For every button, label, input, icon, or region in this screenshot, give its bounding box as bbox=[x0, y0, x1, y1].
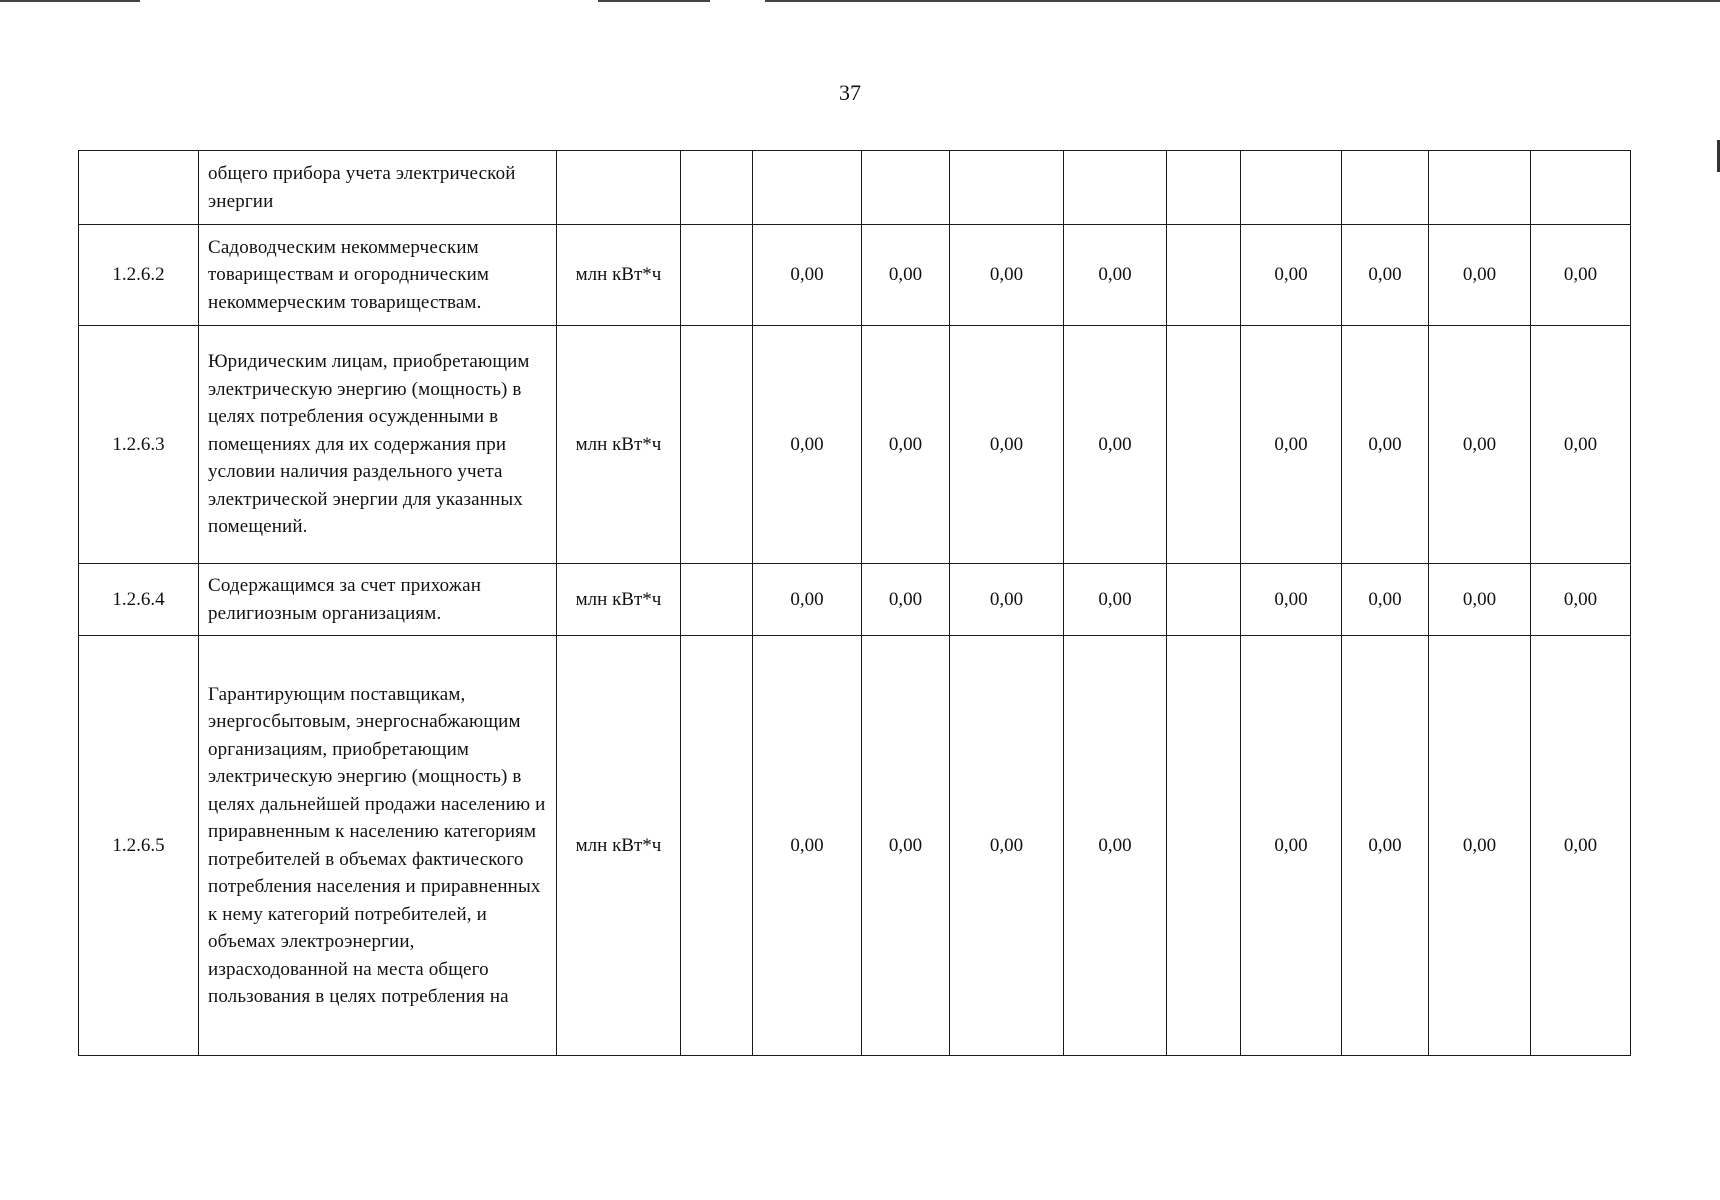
value-cell: 0,00 bbox=[1241, 225, 1342, 326]
table-row bbox=[79, 225, 1631, 326]
value-cell bbox=[1167, 326, 1241, 564]
value-cell: 0,00 bbox=[950, 225, 1064, 326]
value-cell bbox=[681, 326, 753, 564]
row-description: Юридическим лицам, приобретающим электрическую энергию (мощность) в целях потребления осужденными в помещениях для их содержания при условии наличия раздельного учета электрической энергии для указанных помещений. bbox=[199, 326, 557, 564]
value-cell: 0,00 bbox=[950, 564, 1064, 636]
value-cell bbox=[681, 636, 753, 1056]
table-row bbox=[79, 636, 1631, 1056]
value-cell bbox=[1167, 225, 1241, 326]
table-row bbox=[79, 151, 1631, 225]
value-cell: 0,00 bbox=[950, 636, 1064, 1056]
row-description: Содержащимся за счет прихожан религиозным организациям. bbox=[199, 564, 557, 636]
table-row bbox=[79, 326, 1631, 564]
value-cell: 0,00 bbox=[753, 636, 862, 1056]
scan-edge-top-1 bbox=[0, 0, 140, 2]
value-cell bbox=[1241, 151, 1342, 225]
row-unit: млн кВт*ч bbox=[557, 564, 681, 636]
value-cell: 0,00 bbox=[950, 326, 1064, 564]
value-cell bbox=[950, 151, 1064, 225]
value-cell: 0,00 bbox=[1429, 636, 1531, 1056]
value-cell bbox=[1531, 151, 1631, 225]
row-unit bbox=[557, 151, 681, 225]
row-unit: млн кВт*ч bbox=[557, 225, 681, 326]
row-description: общего прибора учета электрической энергии bbox=[199, 151, 557, 225]
page-number: 37 bbox=[839, 80, 861, 105]
value-cell bbox=[681, 564, 753, 636]
value-cell: 0,00 bbox=[1531, 564, 1631, 636]
value-cell: 0,00 bbox=[1064, 326, 1167, 564]
value-cell bbox=[681, 151, 753, 225]
value-cell bbox=[1167, 564, 1241, 636]
value-cell: 0,00 bbox=[753, 326, 862, 564]
value-cell: 0,00 bbox=[1342, 225, 1429, 326]
scan-edge-top-3 bbox=[765, 0, 1720, 2]
table-row bbox=[79, 564, 1631, 636]
value-cell: 0,00 bbox=[753, 225, 862, 326]
value-cell: 0,00 bbox=[1241, 564, 1342, 636]
value-cell bbox=[681, 225, 753, 326]
scan-edge-top-2 bbox=[598, 0, 710, 2]
value-cell: 0,00 bbox=[1342, 564, 1429, 636]
row-code: 1.2.6.2 bbox=[79, 225, 199, 326]
value-cell bbox=[862, 151, 950, 225]
value-cell bbox=[1342, 151, 1429, 225]
value-cell: 0,00 bbox=[1429, 225, 1531, 326]
value-cell: 0,00 bbox=[862, 564, 950, 636]
value-cell bbox=[1167, 636, 1241, 1056]
row-description: Садоводческим некоммерческим товариществам и огородническим некоммерческим товариществам. bbox=[199, 225, 557, 326]
row-code bbox=[79, 151, 199, 225]
row-code: 1.2.6.5 bbox=[79, 636, 199, 1056]
value-cell: 0,00 bbox=[1241, 326, 1342, 564]
row-code: 1.2.6.4 bbox=[79, 564, 199, 636]
value-cell bbox=[753, 151, 862, 225]
value-cell: 0,00 bbox=[1064, 636, 1167, 1056]
row-unit: млн кВт*ч bbox=[557, 326, 681, 564]
value-cell: 0,00 bbox=[1064, 564, 1167, 636]
value-cell: 0,00 bbox=[1429, 326, 1531, 564]
value-cell: 0,00 bbox=[862, 326, 950, 564]
value-cell: 0,00 bbox=[1241, 636, 1342, 1056]
value-cell: 0,00 bbox=[1342, 326, 1429, 564]
data-table bbox=[78, 150, 1631, 1056]
value-cell: 0,00 bbox=[862, 225, 950, 326]
value-cell: 0,00 bbox=[1531, 636, 1631, 1056]
value-cell: 0,00 bbox=[1064, 225, 1167, 326]
value-cell bbox=[1429, 151, 1531, 225]
row-unit: млн кВт*ч bbox=[557, 636, 681, 1056]
value-cell: 0,00 bbox=[1531, 326, 1631, 564]
value-cell: 0,00 bbox=[753, 564, 862, 636]
value-cell: 0,00 bbox=[862, 636, 950, 1056]
value-cell bbox=[1167, 151, 1241, 225]
row-description: Гарантирующим поставщикам, энергосбытовым, энергоснабжающим организациям, приобретающим электрическую энергию (мощность) в целях дальнейшей продажи населению и приравненным к населению категориям потребителей в объемах фактического потребления населения и приравненных к нему категорий потребителей, и объемах электроэнергии, израсходованной на места общего пользования в целях потребления на bbox=[199, 636, 557, 1056]
value-cell bbox=[1064, 151, 1167, 225]
value-cell: 0,00 bbox=[1531, 225, 1631, 326]
value-cell: 0,00 bbox=[1429, 564, 1531, 636]
row-code: 1.2.6.3 bbox=[79, 326, 199, 564]
value-cell: 0,00 bbox=[1342, 636, 1429, 1056]
